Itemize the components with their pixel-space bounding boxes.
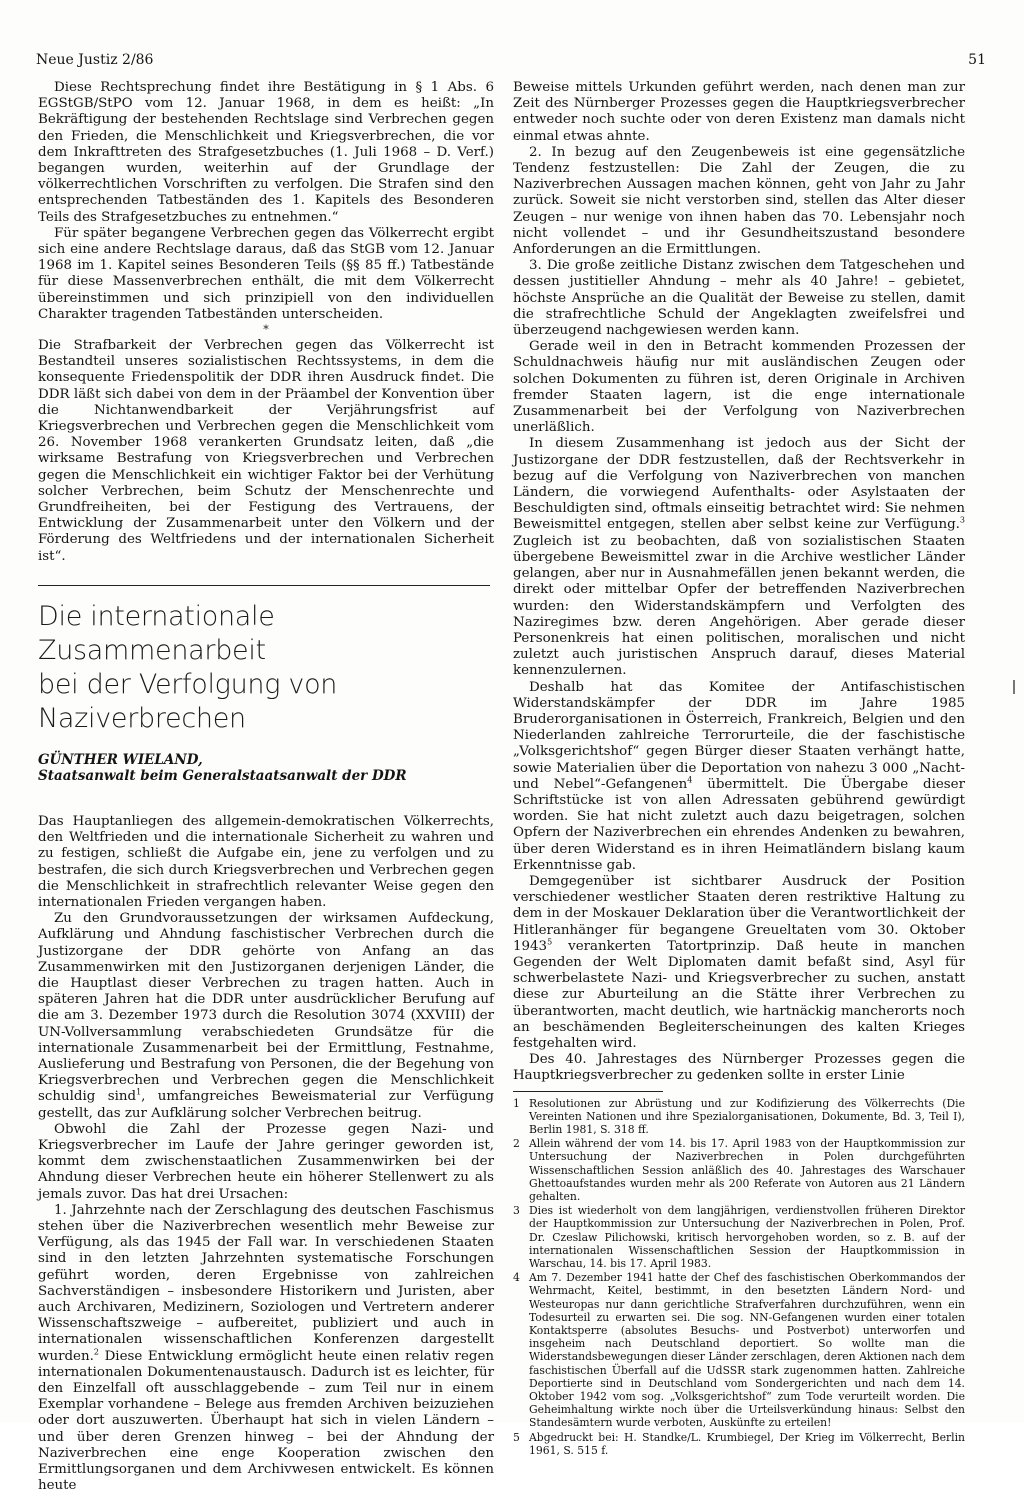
right-paragraph-7	[513, 874, 965, 1052]
intro-paragraph-1: Diese Rechtsprechung findet ihre Bestätigung in § 1 Abs. 6 EGStGB/StPO vom 12. Januar 1968, in dem es heißt: „In Bekräftigung der bestehenden Rechtslage sind Verbrechen gegen den Frieden, die Menschlichkeit und Kriegsverbrechen, die vor dem Inkrafttreten des Strafgesetzbuches (1. Juli 1968 – D. Verf.) begangen wurden, weiterhin auf der Grundlage der völkerrechtlichen Vorschriften zu verfolgen. Die Strafen sind den entsprechenden Tatbeständen des 1. Kapitels des Besonderen Teils des Strafgesetzbuches zu entnehmen.“	[38, 80, 494, 225]
right-paragraph-2: 2. In bezug auf den Zeugenbeweis ist eine gegensätzliche Tendenz festzustellen: Die Zahl der Zeugen, die zu Naziverbrechen Aussagen machen können, geht von Jahr zu Jahr zurück. Soweit sie nicht verstorben sind, stellen das Alter dieser Zeugen – nur wenige von ihnen haben das 70. Lebensjahr noch nicht vollendet – und ihr Gesundheitszustand besondere Anforderungen an die Ermittlungen.	[513, 144, 965, 258]
running-head	[36, 52, 986, 72]
footnote-ref-3: 3	[959, 516, 965, 526]
article-title-line-2: bei der Verfolgung von Naziverbrechen	[38, 668, 338, 734]
paragraph-text: Demgegenüber ist sichtbarer Ausdruck der Position verschiedener westlicher Staaten deren restriktive Haltung zu dem in der Moskauer Deklaration über die Verantwortlichkeit der Hitleranhänger für begangene Greueltaten vom 30. Oktober 1943	[513, 873, 965, 954]
footnote-ref-1: 1	[136, 1087, 142, 1097]
closing-paragraph: Die Strafbarkeit der Verbrechen gegen das Völkerrecht ist Bestandteil unseres sozialistischen Rechtssystems, in dem die konsequente Friedenspolitik der DDR ihren Ausdruck findet. Die DDR läßt sich dabei von dem in der Präambel der Konvention über die Nichtanwendbarkeit der Verjährungsfrist auf Kriegsverbrechen und Verbrechen gegen die Menschlichkeit vom 26. November 1968 verankerten Grundsatz leiten, daß „die wirksame Bestrafung von Kriegsverbrechen und Verbrechen gegen die Menschlichkeit ein wichtiger Faktor bei der Verhütung solcher Verbrechen, beim Schutz der Menschenrechte und Grundfreiheiten, bei der Festigung des Vertrauens, der Entwicklung der Zusammenarbeit unter den Völkern und der Förderung des Weltfriedens und der internationalen Sicherheit ist“.	[38, 338, 494, 564]
footnote	[513, 1137, 965, 1203]
paragraph-text: 1. Jahrzehnte nach der Zerschlagung des deutschen Faschismus stehen über die Naziverbrechen wesentlich mehr Beweise zur Verfügung, als das 1945 der Fall war. In verschiedenen Staaten sind in den letzten Jahrzehnten systematische Forschungen geführt worden, deren Ergebnisse von zahlreichen Sachverständigen – insbesondere Historikern und Juristen, aber auch Archivaren, Medizinern, Soziologen und Vertretern anderer Wissenschaftszweige – aufbereitet, publiziert und auch in internationalen wissenschaftlichen Konferenzen dargestellt wurden.	[38, 1202, 494, 1364]
footnote-ref-2: 2	[93, 1347, 99, 1357]
footnote-text: Resolutionen zur Abrüstung und zur Kodifizierung des Völkerrechts (Die Vereinten Nationen und ihre Spezialorganisationen, Dokumente, Bd. 3, Teil I), Berlin 1981, S. 318 ff.	[529, 1096, 965, 1136]
paragraph-text: Diese Entwicklung ermöglicht heute einen relativ regen internationalen Dokumentenaustausch. Dadurch ist es leichter, für den Einzelfall oft ausschlaggebende – zum Teil nur in einem Exemplar vorhandene – Belege aus fremden Archiven beizuziehen oder dort auszuwerten. Überhaupt hat sich in vielen Ländern – und über deren Grenzen hinweg – bei der Ahndung der Naziverbrechen eine enge Kooperation zwischen den Ermittlungsorganen und dem Archivwesen entwickelt. Es können heute	[38, 1348, 494, 1494]
right-paragraph-3: 3. Die große zeitliche Distanz zwischen dem Tatgeschehen und dessen justitieller Ahndung – mehr als 40 Jahre! – gebietet, höchste Ansprüche an die Qualität der Beweise zu stellen, damit die strafrechtliche Schuld der Angeklagten zweifelsfrei und überzeugend nachgewiesen werden kann.	[513, 258, 965, 339]
page-number: 51	[968, 52, 986, 68]
footnote-number: 3	[513, 1204, 520, 1218]
footnote-number: 5	[513, 1430, 520, 1444]
right-paragraph-1: Beweise mittels Urkunden geführt werden, nach denen man zur Zeit des Nürnberger Prozesses gegen die Hauptkriegsverbrecher entweder noch suchte oder von deren Existenz man damals nicht einmal etwas ahnte.	[513, 80, 965, 144]
author-role: Staatsanwalt beim Generalstaatsanwalt der DDR	[38, 767, 407, 784]
paragraph-text: In diesem Zusammenhang ist jedoch aus der Sicht der Justizorgane der DDR festzustellen, daß der Rechtsverkehr in bezug auf die Verfolgung von Naziverbrechen von manchen Ländern, die vorwiegend Aufenthalts- oder Asylstaaten der Beschuldigten sind, oftmals einseitig betrachtet wird: Sie nehmen Beweismittel entgegen, stellen aber selbst keine zur Verfügung.	[513, 436, 965, 533]
paragraph-text: übermittelt. Die Übergabe dieser Schriftstücke ist von allen Adressaten gebührend gewürdigt worden. Sie hat nicht zuletzt auch dazu beigetragen, solchen Opfern der Naziverbrechen ein ehrendes Andenken zu bewahren, über deren Widerstand es in ihren Heimatländern bislang kaum Erkenntnisse gab.	[513, 776, 965, 873]
right-paragraph-6	[513, 680, 965, 874]
author-name: GÜNTHER WIELAND,	[38, 751, 203, 768]
paragraph-text: Zu den Grundvoraussetzungen der wirksamen Aufdeckung, Aufklärung und Ahndung faschistischer Verbrechen durch die Justizorgane der DDR gehörte von Anfang an das Zusammenwirken mit den Justizorganen derjenigen Länder, die die Hauptlast dieser Verbrechen zu tragen hatten. Auch in späteren Jahren hat die DDR unter ausdrücklicher Berufung auf die am 3. Dezember 1973 durch die Resolution 3074 (XXVIII) der UN-Vollversammlung verabschiedeten Grundsätze für die internationale Zusammenarbeit bei der Ermittlung, Festnahme, Auslieferung und Bestrafung von Personen, die der Begehung von Kriegsverbrechen und Verbrechen gegen die Menschlichkeit schuldig sind	[38, 911, 494, 1105]
footnote-text: Allein während der vom 14. bis 17. April 1983 von der Hauptkommission zur Untersuchung der Naziverbrechen in Polen durchgeführten Wissenschaftlichen Session anläßlich des 40. Jahrestages des Warschauer Ghettoaufstandes wurden mehr als 200 Referate von Autoren aus 21 Ländern gehalten.	[529, 1137, 965, 1204]
footnotes-rule	[513, 1091, 663, 1092]
article-title-line-1: Die internationale Zusammenarbeit	[38, 600, 275, 666]
footnote	[513, 1097, 965, 1137]
article-paragraph-2	[38, 911, 494, 1122]
article-paragraph-4	[38, 1203, 494, 1494]
footnotes	[513, 1097, 965, 1457]
footnote-number: 1	[513, 1096, 520, 1110]
paragraph-text: , umfangreiches Beweismaterial zur Verfügung gestellt, das zur Aufklärung solcher Verbrechen beitrug.	[38, 1089, 494, 1121]
intro-paragraph-2: Für später begangene Verbrechen gegen das Völkerrecht ergibt sich eine andere Rechtslage daraus, daß das StGB vom 12. Januar 1968 im 1. Kapitel seines Besonderen Teils (§§ 85 ff.) Tatbestände für diese Massenverbrechen enthält, die mit dem Völkerrecht übereinstimmen und sich prinzipiell von den individuellen Charakter tragenden Tatbeständen unterscheiden.	[38, 225, 494, 322]
section-rule	[38, 585, 490, 586]
paragraph-text: Zugleich ist zu beobachten, daß von sozialistischen Staaten übergebene Beweismittel zwar in die Archive westlicher Länder gelangen, aber nur in Ausnahmefällen jenen bekannt werden, die direkt oder mittelbar Opfer der betreffenden Naziverbrechen wurden: den Widerstandskämpfern und Verfolgten des Naziregimes bzw. deren Angehörigen. Aber gerade dieser Personenkreis hat einen politischen, moralischen und nicht zuletzt auch juristischen Anspruch darauf, dieses Material kennenzulernen.	[513, 533, 965, 679]
article-paragraph-1: Das Hauptanliegen des allgemein-demokratischen Völkerrechts, den Weltfrieden und die internationale Sicherheit zu wahren und zu festigen, schließt die Aufgabe ein, jene zu verfolgen und zu bestrafen, die sich durch Kriegsverbrechen und Verbrechen gegen die Menschlichkeit in strafrechtlich relevanter Weise gegen den internationalen Frieden vergangen haben.	[38, 813, 494, 910]
paragraph-text: Deshalb hat das Komitee der Antifaschistischen Widerstandskämpfer der DDR im Jahre 1985 Bruderorganisationen in Österreich, Frankreich, Belgien und den Niederlanden zahlreiche Terrorurteile, die der faschistische „Volksgerichtshof“ gegen Bürger dieser Staaten verhängt hatte, sowie Materialien über die Deportation von nahezu 3 000 „Nacht- und Nebel“-Gefangenen	[513, 679, 965, 792]
right-paragraph-4: Gerade weil in den in Betracht kommenden Prozessen der Schuldnachweis häufig nur mit ausländischen Zeugen oder solchen Dokumenten zu führen ist, deren Originale in Archiven fremder Staaten lagern, ist die enge internationale Zusammenarbeit bei der Verfolgung von Naziverbrechen unerläßlich.	[513, 339, 965, 436]
right-paragraph-5	[513, 436, 965, 679]
footnote-ref-5: 5	[547, 937, 553, 947]
journal-issue: Neue Justiz 2/86	[36, 52, 154, 68]
footnote	[513, 1271, 965, 1429]
article-title	[38, 600, 494, 736]
right-paragraph-8: Des 40. Jahrestages des Nürnberger Prozesses gegen die Hauptkriegsverbrecher zu gedenken sollte in erster Linie	[513, 1052, 965, 1084]
footnote-text: Abgedruckt bei: H. Standke/L. Krumbiegel, Der Krieg im Völkerrecht, Berlin 1961, S. 515 f.	[529, 1430, 965, 1457]
footnote	[513, 1204, 965, 1270]
footnote	[513, 1431, 965, 1457]
footnote-ref-4: 4	[687, 775, 693, 785]
right-column	[513, 80, 965, 1458]
footnote-text: Am 7. Dezember 1941 hatte der Chef des faschistischen Oberkommandos der Wehrmacht, Keitel, bestimmt, in den besetzten Ländern Nord- und Westeuropas nur dann gerichtliche Strafverfahren durchzuführen, wenn ein Todesurteil zu erwarten sei. Die sog. NN-Gefangenen wurden einer totalen Kontaktsperre (absolutes Besuchs- und Postverbot) unterworfen und insgeheim nach Deutschland deportiert. So wollte man die Widerstandsbewegungen dieser Länder zerschlagen, deren Aktionen nach dem faschistischen Überfall auf die UdSSR stark zugenommen hatten. Zahlreiche Deportierte sind in Deutschland vom Sondergerichten und nach dem 14. Oktober 1942 vom sog. „Volksgerichtshof“ zum Tode verurteilt worden. Die Geheimhaltung wirkte noch über die Urteilsverkündung hinaus: Selbst den Standesämtern wurde verboten, Auskünfte zu erteilen!	[529, 1271, 965, 1430]
footnote-number: 4	[513, 1271, 520, 1285]
left-column	[38, 80, 494, 1494]
scan-margin-mark	[1013, 680, 1015, 694]
article-paragraph-3: Obwohl die Zahl der Prozesse gegen Nazi- und Kriegsverbrecher im Laufe der Jahre geringer geworden ist, kommt dem zwischenstaatlichen Zusammenwirken bei der Ahndung dieser Verbrechen heute ein höherer Stellenwert zu als jemals zuvor. Das hat drei Ursachen:	[38, 1121, 494, 1202]
paragraph-text: verankerten Tatortprinzip. Daß heute in manchen Gegenden der Welt Diplomaten damit befaßt sind, Asyl für schwerbelastete Nazi- und Kriegsverbrecher zu suchen, anstatt diese zur Aburteilung an die Stätte ihrer Verbrechen zu überantworten, macht deutlich, wie hartnäckig mancherorts noch an beschämenden Begleiterscheinungen des kalten Krieges festgehalten wird.	[513, 938, 965, 1051]
footnote-number: 2	[513, 1137, 520, 1151]
section-separator-star: *	[263, 323, 269, 337]
footnote-text: Dies ist wiederholt von dem langjährigen, verdienstvollen früheren Direktor der Hauptkommission zur Untersuchung der Naziverbrechen in Polen, Prof. Dr. Czeslaw Pilichowski, kritisch hervorgehoben worden, so z. B. auf der internationalen Wissenschaftlichen Session der Hauptkommission in Warschau, 14. bis 17. April 1983.	[529, 1204, 965, 1271]
